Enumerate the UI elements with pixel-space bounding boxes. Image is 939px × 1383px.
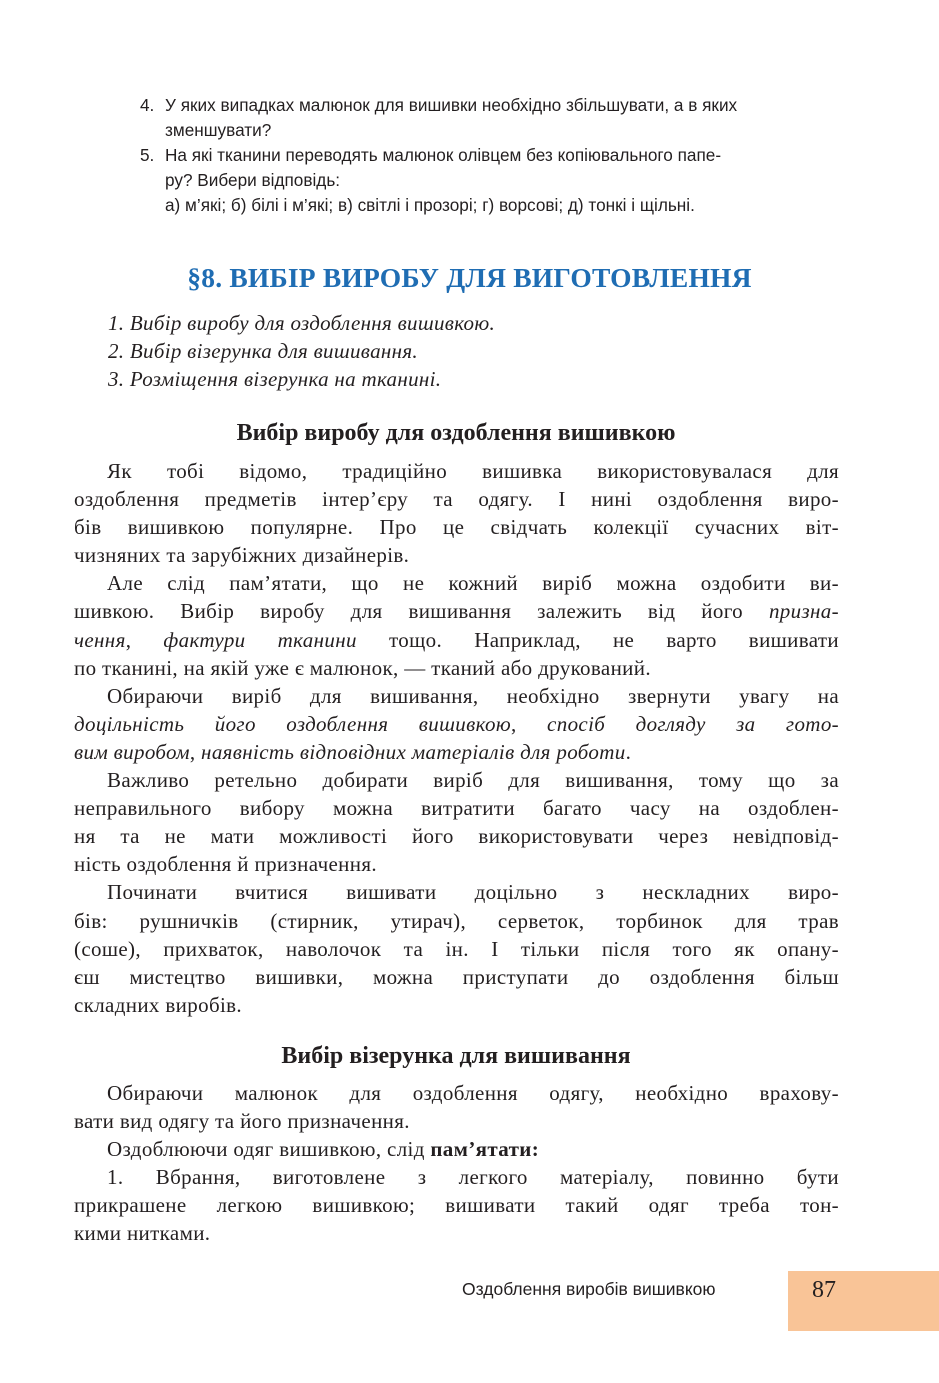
text-line: бів вишивкою популярне. Про це свідчать колекції сучасних віт- (74, 515, 839, 540)
paragraph (74, 1163, 839, 1247)
emphasis-text: чення (74, 627, 126, 652)
text-line: ність оздоблення й призначення. (74, 852, 377, 877)
page-number: 87 (812, 1277, 836, 1303)
plan-item: 2. Вибір візерунка для вишивання. (108, 339, 418, 363)
text-line: (соше), прихваток, наволочок та ін. І тільки після того як опану- (74, 936, 839, 961)
subsection-heading: Вибір виробу для оздоблення вишивкою (236, 420, 676, 446)
emphasis-text: фактури тканини (163, 627, 357, 652)
text-run: тощо. Наприклад, не варто вишивати (356, 627, 839, 652)
plan-item: 1. Вибір виробу для оздоблення вишивкою. (108, 311, 495, 335)
text-line (74, 710, 839, 738)
text-line (74, 597, 839, 625)
emphasis-text: спосіб догляду за гото- (547, 711, 840, 736)
section-plan (108, 309, 808, 393)
paragraph (74, 1135, 839, 1163)
review-questions (140, 93, 845, 218)
text-run: Оздоблюючи одяг вишивкою, слід (107, 1137, 431, 1162)
emphasis-text: вим виробом (74, 739, 190, 764)
paragraph (74, 569, 839, 681)
text-line: єш мистецтво вишивки, можна приступати до оздоблення більш (74, 964, 839, 989)
text-line: Як тобі відомо, традиційно вишивка використовувалася для (107, 459, 839, 483)
text-line: неправильного вибору можна витратити багато часу на оздоблен- (74, 796, 839, 821)
paragraph (74, 457, 839, 569)
question-text: У яких випадках малюнок для вишивки необхідно збільшувати, а в яких (165, 95, 738, 115)
running-footer: Оздоблення виробів вишивкою (462, 1279, 716, 1299)
emphasis-text: доцільність його оздоблення вишивкою (74, 711, 512, 736)
text-run: . (625, 739, 632, 764)
paragraph (74, 682, 839, 766)
text-line: бів: рушничків (стирник, утирач), серветок, торбинок для трав (74, 908, 839, 933)
text-line (74, 1135, 839, 1163)
page-number-tab (788, 1271, 939, 1331)
paragraph (74, 878, 839, 1018)
section-title: §8. ВИБІР ВИРОБУ ДЛЯ ВИГОТОВЛЕННЯ (187, 262, 752, 293)
text-line: кими нитками. (74, 1221, 211, 1246)
text-line: Починати вчитися вишивати доцільно з нескладних виро- (107, 880, 839, 905)
paragraph (74, 1079, 839, 1135)
bold-text: пам’ятати: (430, 1137, 540, 1162)
text-line: чизняних та зарубіжних дизайнерів. (74, 543, 410, 568)
question-number: 5. (140, 145, 155, 165)
text-run: , (125, 627, 164, 652)
text-line (74, 626, 839, 654)
question-4 (140, 93, 845, 143)
emphasis-text: призна- (768, 599, 839, 624)
subsection-body (74, 1079, 839, 1248)
text-line: складних виробів. (74, 992, 243, 1017)
question-text: ру? Вибери відповідь: (165, 170, 341, 190)
text-line: Важливо ретельно добирати виріб для вишивання, тому що за (107, 768, 839, 793)
text-run: , (511, 711, 548, 736)
text-run: шивкою. Вибір виробу для вишивання залежить від його (74, 599, 769, 624)
subsection-heading: Вибір візерунка для вишивання (281, 1043, 631, 1069)
text-line: ня та не мати можливості його використовувати через невідповід- (74, 824, 839, 849)
emphasis-text: наявність відповідних матеріалів для роботи (201, 739, 626, 764)
text-line: Обираючи виріб для вишивання, необхідно звернути увагу на (107, 683, 839, 708)
text-line: оздоблення предметів інтер’єру та одягу. І нині оздоблення виро- (74, 487, 839, 512)
paragraph (74, 766, 839, 878)
text-line: Але слід пам’ятати, що не кожний виріб можна оздобити ви- (107, 571, 839, 596)
question-5 (140, 143, 845, 218)
subsection-body (74, 457, 839, 1019)
text-line: по тканині, на якій уже є малюнок, — тканий або друкований. (74, 655, 651, 680)
text-line: прикрашене легкою вишивкою; вишивати такий одяг треба тон- (74, 1193, 839, 1218)
answer-options: а) м’які; б) білі і м’які; в) світлі і прозорі; г) ворсові; д) тонкі і щільні. (165, 195, 695, 215)
text-line: вати вид одягу та його призначення. (74, 1109, 410, 1134)
text-line (74, 738, 839, 766)
text-run: , (189, 739, 202, 764)
text-line: 1. Вбрання, виготовлене з легкого матеріалу, повинно бути (107, 1165, 839, 1190)
question-number: 4. (140, 95, 155, 115)
plan-item: 3. Розміщення візерунка на тканині. (108, 367, 442, 391)
question-text: На які тканини переводять малюнок олівцем без копіювального папе- (165, 145, 722, 165)
text-line: Обираючи малюнок для оздоблення одягу, необхідно врахову- (107, 1081, 839, 1105)
question-text: зменшувати? (165, 120, 272, 140)
